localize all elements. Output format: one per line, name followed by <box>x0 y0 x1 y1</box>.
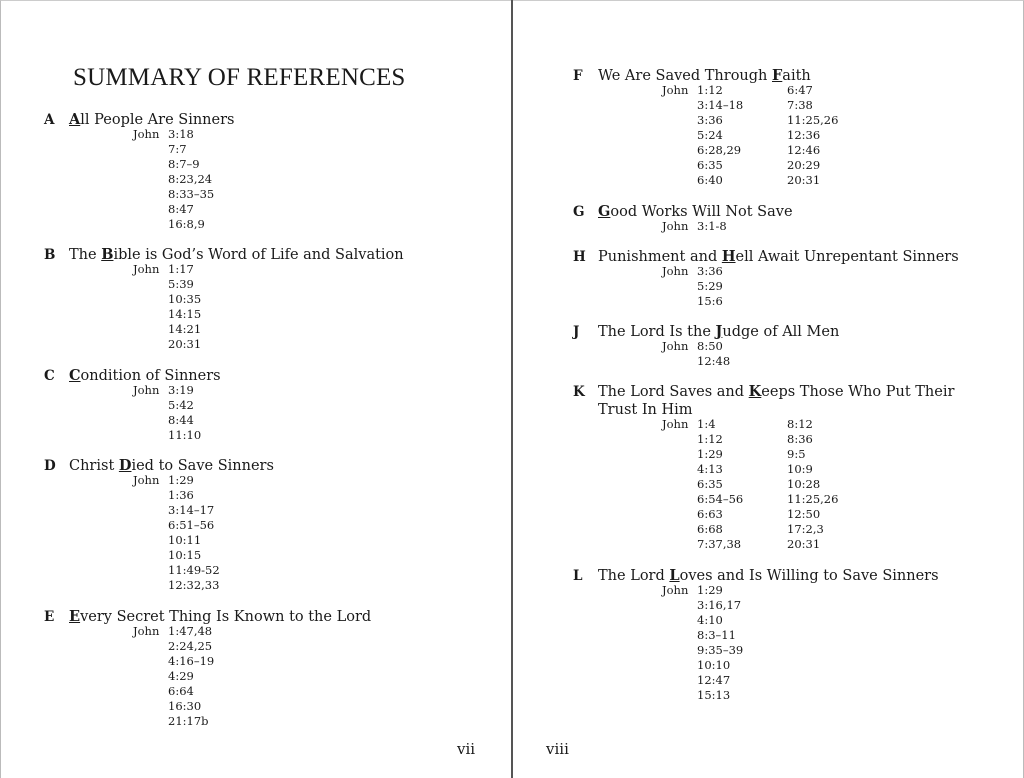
verse-reference: 4:29 <box>168 669 194 683</box>
verse-reference: 20:31 <box>787 173 821 187</box>
verse-reference: 10:11 <box>168 533 202 547</box>
verse-reference: 3:18 <box>168 127 194 141</box>
section-title-suffix: ied to Save Sinners <box>131 458 274 474</box>
verse-reference: 14:15 <box>168 307 202 321</box>
verse-reference: 8:3–11 <box>697 628 736 642</box>
section-title-suffix: oves and Is Willing to Save Sinners <box>679 568 939 584</box>
verse-reference: 3:16,17 <box>697 598 742 612</box>
verse-reference: 10:35 <box>168 292 202 306</box>
verse-reference: 16:8,9 <box>168 217 205 231</box>
book-name: John <box>662 83 689 97</box>
verse-reference: 6:35 <box>697 477 723 491</box>
section-key-letter: J <box>715 323 723 340</box>
section-key-letter: G <box>598 203 611 220</box>
verse-reference: 14:21 <box>168 322 202 336</box>
verse-reference: 6:35 <box>697 158 723 172</box>
verse-reference: 7:37,38 <box>697 537 742 551</box>
verse-reference: 1:12 <box>697 83 723 97</box>
book-name: John <box>662 583 689 597</box>
section-title-prefix: The Lord Is the <box>598 324 716 340</box>
verse-reference: 12:50 <box>787 507 821 521</box>
book-name: John <box>133 473 160 487</box>
verse-reference: 4:13 <box>697 462 723 476</box>
verse-reference: 11:25,26 <box>787 113 839 127</box>
section-title-suffix: ible is God’s Word of Life and Salvation <box>113 247 404 263</box>
section-title-suffix: aith <box>782 68 811 84</box>
verse-reference: 6:54–56 <box>697 492 744 506</box>
verse-reference: 7:7 <box>168 142 187 156</box>
section-key-letter: C <box>69 367 81 384</box>
reference-column <box>697 83 743 188</box>
verse-reference: 3:14–18 <box>697 98 744 112</box>
section-key-letter: A <box>69 111 81 128</box>
verse-reference: 12:48 <box>697 354 731 368</box>
section-key-letter: K <box>748 383 762 400</box>
section-title-prefix: The Lord <box>598 568 670 584</box>
verse-reference: 1:12 <box>697 432 723 446</box>
section-title <box>598 248 959 266</box>
verse-reference: 10:10 <box>697 658 731 672</box>
verse-reference: 1:4 <box>697 417 716 431</box>
verse-reference: 10:9 <box>787 462 813 476</box>
book-name: John <box>662 339 689 353</box>
reference-column <box>168 624 214 729</box>
verse-reference: 5:39 <box>168 277 194 291</box>
reference-column <box>697 264 723 309</box>
verse-reference: 3:1-8 <box>697 219 727 233</box>
section-letter: E <box>44 609 55 625</box>
verse-reference: 8:36 <box>787 432 813 446</box>
reference-column <box>697 583 743 703</box>
verse-reference: 9:35–39 <box>697 643 744 657</box>
verse-reference: 20:31 <box>787 537 821 551</box>
section-key-letter: H <box>721 248 736 265</box>
section-title-suffix: ondition of Sinners <box>80 368 221 384</box>
section-title <box>598 567 939 585</box>
verse-reference: 1:47,48 <box>168 624 213 638</box>
verse-reference: 6:47 <box>787 83 813 97</box>
section-letter: J <box>573 324 580 340</box>
verse-reference: 12:47 <box>697 673 731 687</box>
reference-column <box>697 339 730 369</box>
verse-reference: 15:13 <box>697 688 731 702</box>
reference-column <box>787 417 838 552</box>
section-title-suffix: eeps Those Who Put Their Trust In Him <box>598 384 955 418</box>
verse-reference: 1:36 <box>168 488 194 502</box>
verse-reference: 17:2,3 <box>787 522 824 536</box>
page-heading: SUMMARY OF REFERENCES <box>73 64 406 91</box>
verse-reference: 1:29 <box>168 473 194 487</box>
verse-reference: 11:49-52 <box>168 563 220 577</box>
verse-reference: 10:15 <box>168 548 202 562</box>
page-number-right: viii <box>546 740 569 758</box>
verse-reference: 12:32,33 <box>168 578 220 592</box>
book-name: John <box>662 219 689 233</box>
verse-reference: 11:25,26 <box>787 492 839 506</box>
verse-reference: 15:6 <box>697 294 723 308</box>
verse-reference: 6:51–56 <box>168 518 215 532</box>
verse-reference: 8:7–9 <box>168 157 200 171</box>
verse-reference: 4:10 <box>697 613 723 627</box>
verse-reference: 6:28,29 <box>697 143 742 157</box>
verse-reference: 5:29 <box>697 279 723 293</box>
verse-reference: 5:24 <box>697 128 723 142</box>
verse-reference: 3:36 <box>697 113 723 127</box>
verse-reference: 6:40 <box>697 173 723 187</box>
verse-reference: 5:42 <box>168 398 194 412</box>
verse-reference: 16:30 <box>168 699 202 713</box>
section-title-suffix: ll People Are Sinners <box>80 112 235 128</box>
section-key-letter: D <box>118 457 132 474</box>
verse-reference: 20:31 <box>168 337 202 351</box>
section-letter: D <box>44 458 56 474</box>
reference-column <box>168 262 201 352</box>
book-name: John <box>133 624 160 638</box>
section-key-letter: F <box>772 67 783 84</box>
book-name: John <box>133 127 160 141</box>
section-letter: C <box>44 368 55 384</box>
verse-reference: 10:28 <box>787 477 821 491</box>
verse-reference: 6:63 <box>697 507 723 521</box>
section-title <box>598 203 793 221</box>
section-title <box>598 383 968 419</box>
verse-reference: 8:23,24 <box>168 172 213 186</box>
page-number-left: vii <box>457 740 476 758</box>
verse-reference: 8:47 <box>168 202 194 216</box>
verse-reference: 12:46 <box>787 143 821 157</box>
section-letter: H <box>573 249 586 265</box>
verse-reference: 2:24,25 <box>168 639 213 653</box>
verse-reference: 1:17 <box>168 262 194 276</box>
section-letter: L <box>573 568 583 584</box>
verse-reference: 12:36 <box>787 128 821 142</box>
reference-column <box>787 83 838 188</box>
verse-reference: 8:50 <box>697 339 723 353</box>
section-title-prefix: Punishment and <box>598 249 722 265</box>
section-title-prefix: The Lord Saves and <box>598 384 749 400</box>
verse-reference: 6:68 <box>697 522 723 536</box>
section-letter: A <box>44 112 55 128</box>
verse-reference: 1:29 <box>697 447 723 461</box>
verse-reference: 3:36 <box>697 264 723 278</box>
reference-column <box>168 127 214 232</box>
verse-reference: 8:12 <box>787 417 813 431</box>
verse-reference: 20:29 <box>787 158 821 172</box>
section-key-letter: E <box>69 608 81 625</box>
section-title-prefix: Christ <box>69 458 119 474</box>
verse-reference: 4:16–19 <box>168 654 215 668</box>
reference-column <box>168 473 220 593</box>
reference-column <box>697 219 727 234</box>
section-key-letter: L <box>669 567 680 584</box>
verse-reference: 6:64 <box>168 684 194 698</box>
section-title-prefix: The <box>69 247 102 263</box>
book-name: John <box>662 417 689 431</box>
section-title-suffix: udge of All Men <box>722 324 840 340</box>
verse-reference: 7:38 <box>787 98 813 112</box>
book-name: John <box>662 264 689 278</box>
verse-reference: 3:14–17 <box>168 503 215 517</box>
section-letter: G <box>573 204 585 220</box>
section-title-suffix: very Secret Thing Is Known to the Lord <box>80 609 372 625</box>
book-name: John <box>133 262 160 276</box>
verse-reference: 1:29 <box>697 583 723 597</box>
section-letter: K <box>573 384 585 400</box>
verse-reference: 8:44 <box>168 413 194 427</box>
section-title <box>69 608 371 626</box>
verse-reference: 21:17b <box>168 714 209 728</box>
reference-column <box>697 417 743 552</box>
section-title <box>69 246 404 264</box>
verse-reference: 8:33–35 <box>168 187 215 201</box>
book-name: John <box>133 383 160 397</box>
reference-column <box>168 383 201 443</box>
verse-reference: 9:5 <box>787 447 806 461</box>
section-key-letter: B <box>101 246 114 263</box>
verse-reference: 3:19 <box>168 383 194 397</box>
section-title-suffix: ell Await Unrepentant Sinners <box>735 249 959 265</box>
section-letter: B <box>44 247 56 263</box>
section-title-suffix: ood Works Will Not Save <box>610 204 793 220</box>
section-title-prefix: We Are Saved Through <box>598 68 772 84</box>
verse-reference: 11:10 <box>168 428 202 442</box>
section-letter: F <box>573 68 583 84</box>
